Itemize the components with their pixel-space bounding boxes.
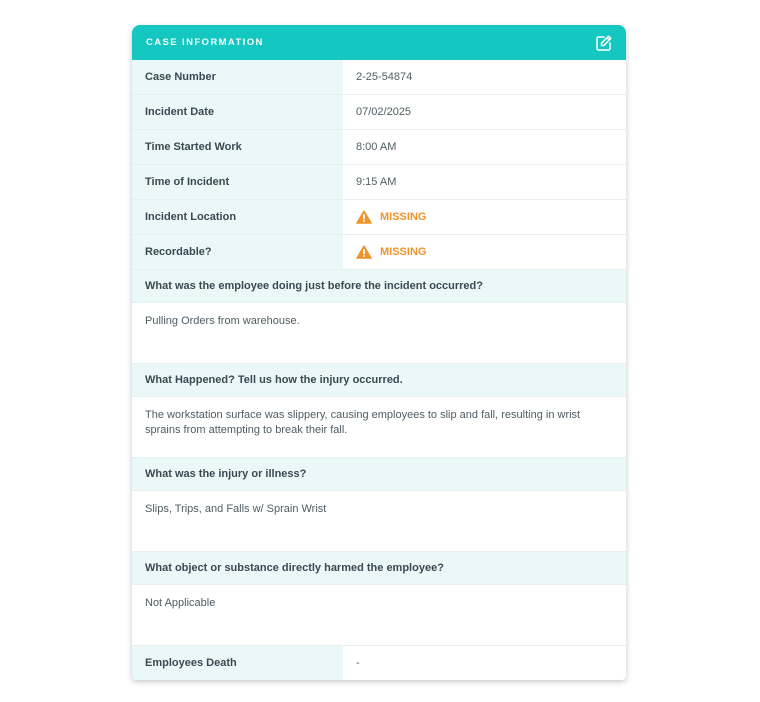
field-row-time-started-work [132, 130, 626, 165]
field-value: 2-25-54874 [356, 71, 413, 83]
card-header [132, 25, 626, 60]
missing-label: MISSING [380, 211, 427, 223]
question-answer: Not Applicable [132, 585, 626, 646]
field-row-employees-death [132, 646, 626, 680]
question-answer: Slips, Trips, and Falls w/ Sprain Wrist [132, 491, 626, 552]
edit-icon[interactable] [594, 33, 614, 53]
question-heading: What Happened? Tell us how the injury occurred. [132, 364, 626, 397]
field-label: Case Number [132, 60, 343, 94]
field-row-time-of-incident [132, 165, 626, 200]
field-value [343, 235, 626, 269]
case-information-card [132, 25, 626, 680]
field-label: Time of Incident [132, 165, 343, 199]
field-value: 07/02/2025 [356, 106, 412, 118]
field-value: - [356, 657, 360, 669]
card-title: CASE INFORMATION [146, 37, 264, 48]
field-label: Incident Date [132, 95, 343, 129]
field-value [343, 200, 626, 234]
field-row-incident-location [132, 200, 626, 235]
warning-icon [356, 245, 372, 259]
missing-status [356, 210, 426, 224]
field-row-case-number [132, 60, 626, 95]
field-label: Employees Death [132, 646, 343, 680]
question-heading: What was the injury or illness? [132, 458, 626, 491]
field-label: Time Started Work [132, 130, 343, 164]
field-row-recordable [132, 235, 626, 270]
field-label: Incident Location [132, 200, 343, 234]
question-answer: The workstation surface was slippery, causing employees to slip and fall, resulting in wrist sprains from attempting to break their fall. [132, 397, 626, 458]
question-heading: What object or substance directly harmed the employee? [132, 552, 626, 585]
missing-status [356, 245, 426, 259]
field-label: Recordable? [132, 235, 343, 269]
missing-label: MISSING [380, 246, 427, 258]
field-value: 9:15 AM [356, 176, 397, 188]
warning-icon [356, 210, 372, 224]
question-answer: Pulling Orders from warehouse. [132, 303, 626, 364]
field-row-incident-date [132, 95, 626, 130]
field-value: 8:00 AM [356, 141, 397, 153]
question-heading: What was the employee doing just before the incident occurred? [132, 270, 626, 303]
